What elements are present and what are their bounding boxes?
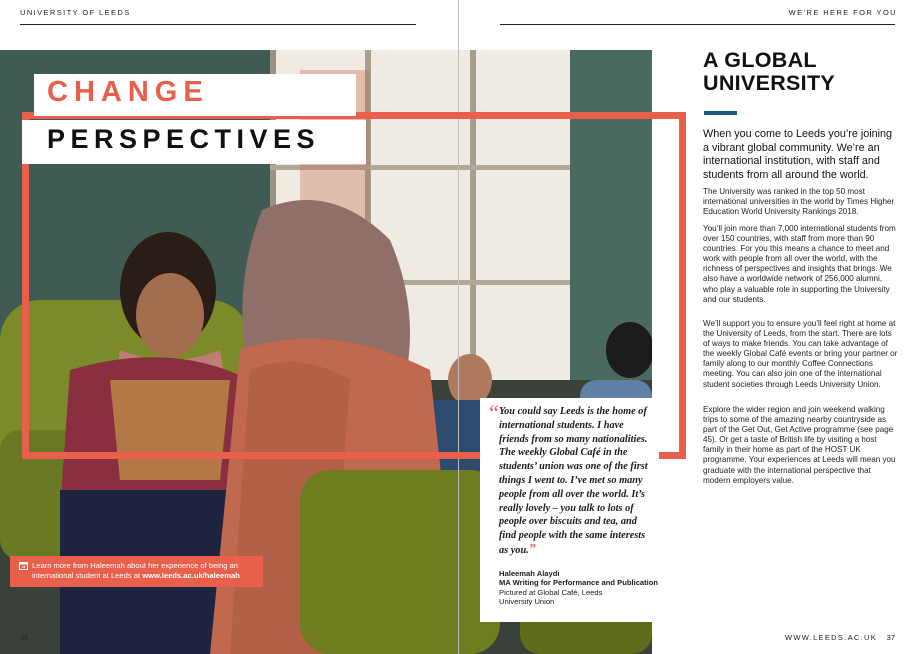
running-header-right: WE’RE HERE FOR YOU — [788, 8, 897, 17]
external-link-icon — [19, 562, 28, 570]
article-lead: When you come to Leeds you’re joining a vibrant global community. We’re an international institution, with staff and students from all around the world. — [703, 128, 893, 181]
callout-link[interactable]: www.leeds.ac.uk/haleemah — [142, 571, 240, 580]
headline-change-box — [34, 74, 356, 116]
quote-text — [499, 405, 656, 558]
headline-perspectives: PERSPECTIVES — [47, 124, 321, 154]
running-header-left: UNIVERSITY OF LEEDS — [20, 8, 131, 17]
quote-close-mark: ” — [528, 541, 536, 557]
callout-text — [32, 561, 260, 581]
page-number-left: 36 — [20, 633, 29, 642]
learn-more-callout — [10, 556, 263, 587]
quote-attribution — [499, 569, 659, 606]
page-number-right: 37 — [886, 633, 895, 642]
headline-change: CHANGE — [47, 76, 209, 108]
article-paragraph: You’ll join more than 7,000 international students from over 150 countries, with staff from more than 90 countries. For you this means a chance to meet and work with people from all over the world, with the richness of perspectives and insights that brings. We also have a worldwide network of 256,000 alumni, who play a valuable role in supporting the University and our students. — [703, 224, 896, 304]
header-rule-left — [20, 24, 416, 25]
article-title — [703, 49, 835, 95]
callout-body: Learn more from Haleemah about her experience of being an international student at Leeds at — [32, 561, 238, 580]
quote-open-mark: “ — [487, 400, 500, 425]
quote-pictured-2: University Union — [499, 596, 555, 606]
article-title-line1: A GLOBAL — [703, 48, 817, 72]
header-rule-right — [500, 24, 895, 25]
quote-pictured-1: Pictured at Global Café, Leeds — [499, 587, 603, 597]
quote-name: Haleemah Alaydi — [499, 569, 560, 578]
headline-perspectives-box — [22, 120, 366, 164]
title-accent-bar — [704, 111, 737, 115]
article-paragraph: The University was ranked in the top 50 most international universities in the world by Times Higher Education World University Rankings 2018. — [703, 187, 895, 217]
testimonial-quote-box — [480, 398, 659, 622]
article-paragraph: Explore the wider region and join weekend walking trips to some of the amazing nearby countryside as part of the Get Out, Get Active programme (see page 45). Or get a taste of British life by visiting a host family in their home as part of the HOST UK programme. Your experiences at Leeds will mean you graduate with the international perspective that modern employers value. — [703, 405, 896, 485]
quote-course: MA Writing for Performance and Publication — [499, 578, 659, 588]
quote-body: You could say Leeds is the home of international students. I have friends from so many nationalities. The weekly Global Café in the students’ union was one of the first things I went to. I’ve met so many people from all over the world. It’s really lovely – you talk to lots of people over biscuits and tea, and find people with the same interests as you. — [499, 406, 648, 556]
article-title-line2: UNIVERSITY — [703, 71, 836, 95]
footer-url[interactable]: WWW.LEEDS.AC.UK — [784, 633, 877, 642]
article-paragraph: We’ll support you to ensure you’ll feel right at home at the University of Leeds, from the start. There are lots of ways to make friends. You can take advantage of the weekly Global Café events or bring your partner or family along to our monthly Coffee Connections meeting. You can also join one of the international student societies through Leeds University Union. — [703, 319, 898, 389]
